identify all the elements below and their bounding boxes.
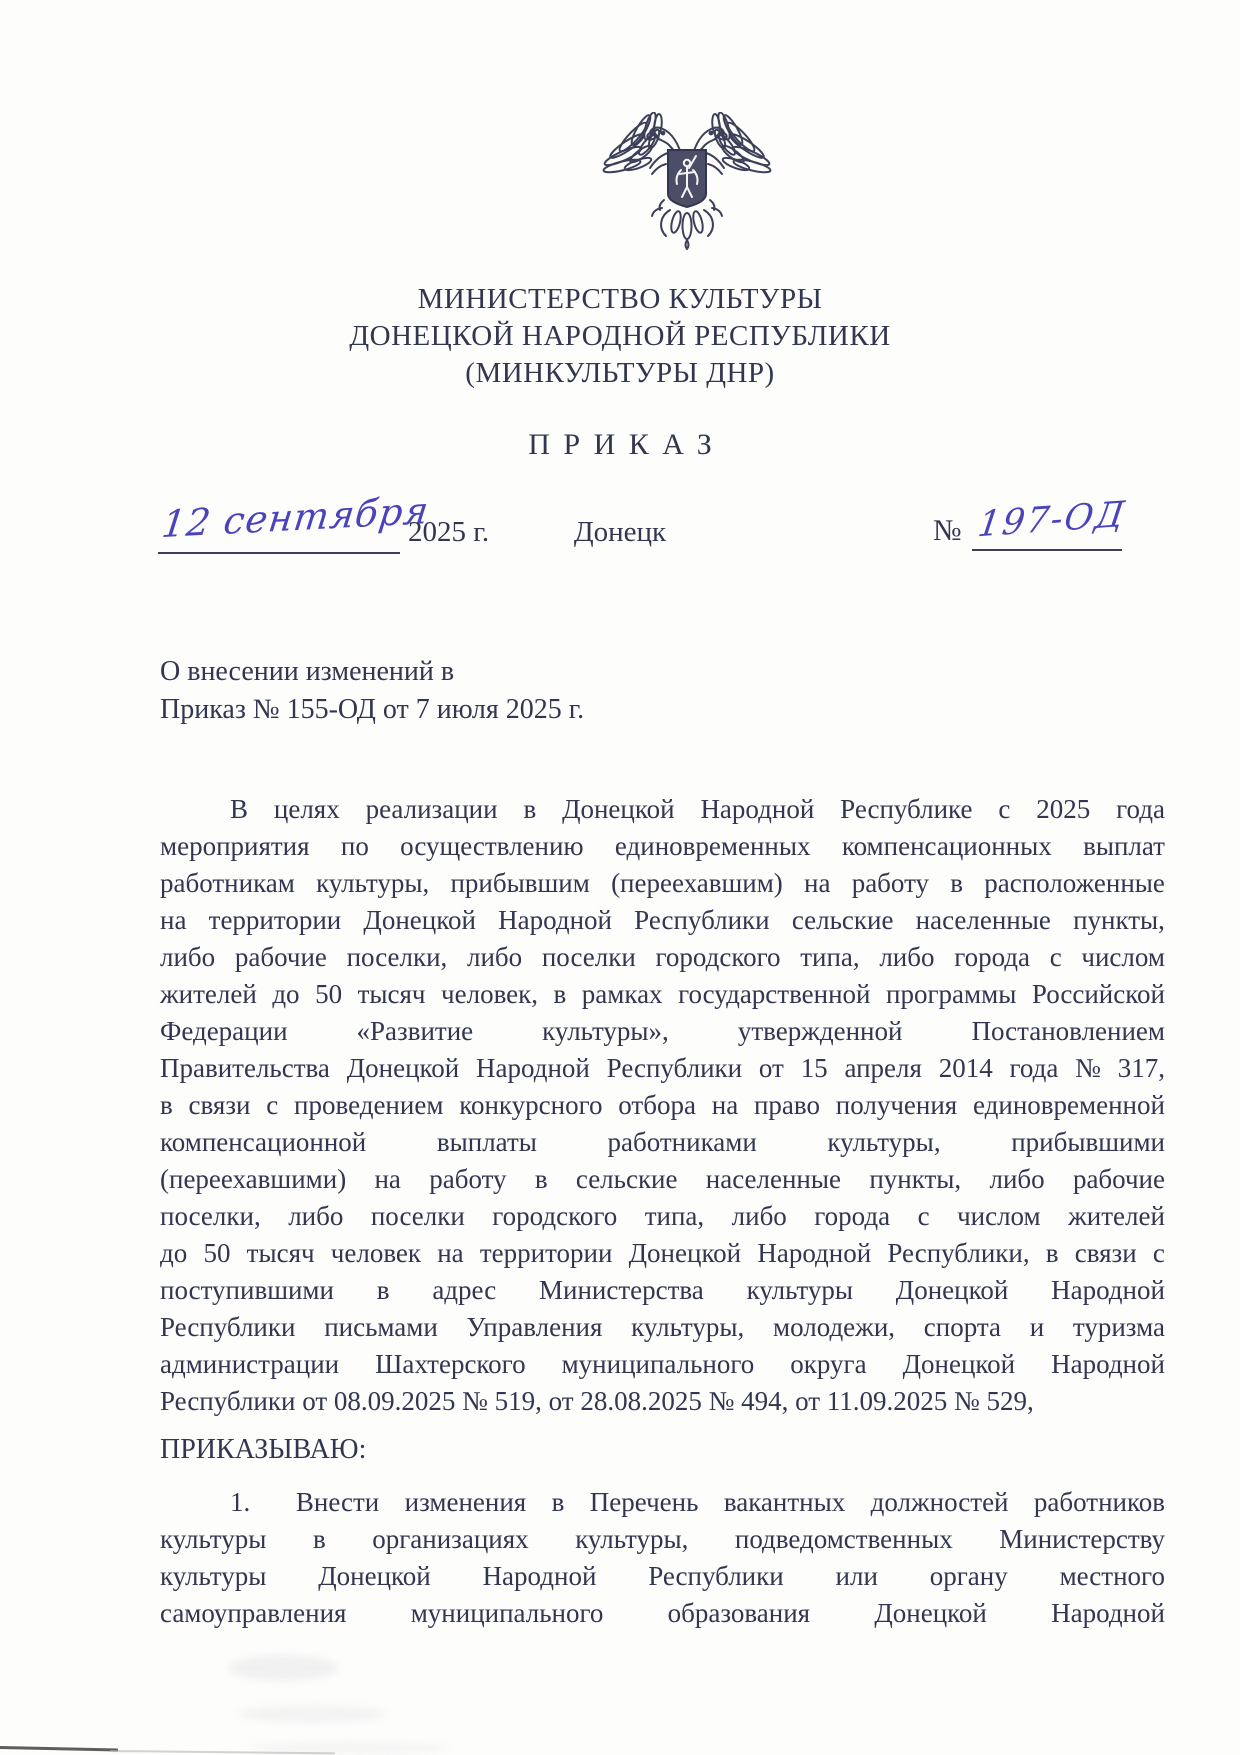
subject-line2: Приказ № 155-ОД от 7 июля 2025 г. <box>160 694 585 725</box>
text-line: Правительства Донецкой Народной Республики от 15 апреля 2014 года № 317, <box>160 1053 1165 1083</box>
scan-smudge <box>238 1705 388 1723</box>
text-line: культуры в организациях культуры, подведомственных Министерству <box>160 1524 1165 1554</box>
text-line: Федерации «Развитие культуры», утвержденной Постановлением <box>160 1016 1165 1046</box>
text-line: (переехавшими) на работу в сельские населенные пункты, либо рабочие <box>160 1164 1165 1194</box>
text-line: администрации Шахтерского муниципального округа Донецкой Народной <box>160 1349 1165 1379</box>
text-line: либо рабочие поселки, либо поселки городского типа, либо города с числом <box>160 942 1165 972</box>
scan-smudge <box>228 1655 338 1681</box>
text-line: на территории Донецкой Народной Республики сельские населенные пункты, <box>160 905 1165 935</box>
text-line: В целях реализации в Донецкой Народной Республике с 2025 года <box>230 794 1165 824</box>
number-underline <box>972 549 1122 551</box>
text-line: Республики письмами Управления культуры, молодежи, спорта и туризма <box>160 1312 1165 1342</box>
text-line: Республики от 08.09.2025 № 519, от 28.08.2025 № 494, от 11.09.2025 № 529, <box>160 1386 1034 1416</box>
date-underline <box>158 552 400 554</box>
subject-line1: О внесении изменений в <box>160 656 455 687</box>
body-paragraph-2 <box>160 1484 1165 1632</box>
scan-smudge <box>250 1742 450 1754</box>
text-line: 1. Внести изменения в Перечень вакантных должностей работников <box>230 1487 1165 1517</box>
text-line: работникам культуры, прибывшим (переехавшим) на работу в расположенные <box>160 868 1165 898</box>
number-sign-label: № <box>933 514 962 547</box>
ministry-header <box>0 281 1240 392</box>
order-subject <box>160 653 584 729</box>
document-type-title: ПРИКАЗ <box>528 428 726 461</box>
ministry-name-line3: (МИНКУЛЬТУРЫ ДНР) <box>465 357 775 389</box>
resolution-word: ПРИКАЗЫВАЮ: <box>160 1434 367 1465</box>
dnr-coat-of-arms-icon <box>601 112 773 252</box>
text-line: жителей до 50 тысяч человек, в рамках государственной программы Российской <box>160 979 1165 1009</box>
city-name: Донецк <box>573 516 667 548</box>
text-line: до 50 тысяч человек на территории Донецкой Народной Республики, в связи с <box>160 1238 1165 1268</box>
scan-corner-line <box>0 1746 118 1751</box>
handwritten-date: 12 сентября <box>159 488 432 547</box>
handwritten-order-number: 197-ОД <box>975 494 1129 546</box>
year-suffix: 2025 г. <box>408 516 490 548</box>
ministry-name-line2: ДОНЕЦКОЙ НАРОДНОЙ РЕСПУБЛИКИ <box>349 320 891 352</box>
text-line: самоуправления муниципального образования Донецкой Народной <box>160 1598 1165 1628</box>
text-line: поступившими в адрес Министерства культуры Донецкой Народной <box>160 1275 1165 1305</box>
text-line: мероприятия по осуществлению единовременных компенсационных выплат <box>160 831 1165 861</box>
text-line: компенсационной выплаты работниками культуры, прибывшими <box>160 1127 1165 1157</box>
order-body <box>160 791 1165 1632</box>
body-paragraph-1 <box>160 791 1165 1420</box>
ministry-name-line1: МИНИСТЕРСТВО КУЛЬТУРЫ <box>417 283 823 315</box>
text-line: поселки, либо поселки городского типа, либо города с числом жителей <box>160 1201 1165 1231</box>
text-line: культуры Донецкой Народной Республики или органу местного <box>160 1561 1165 1591</box>
text-line: в связи с проведением конкурсного отбора на право получения единовременной <box>160 1090 1165 1120</box>
